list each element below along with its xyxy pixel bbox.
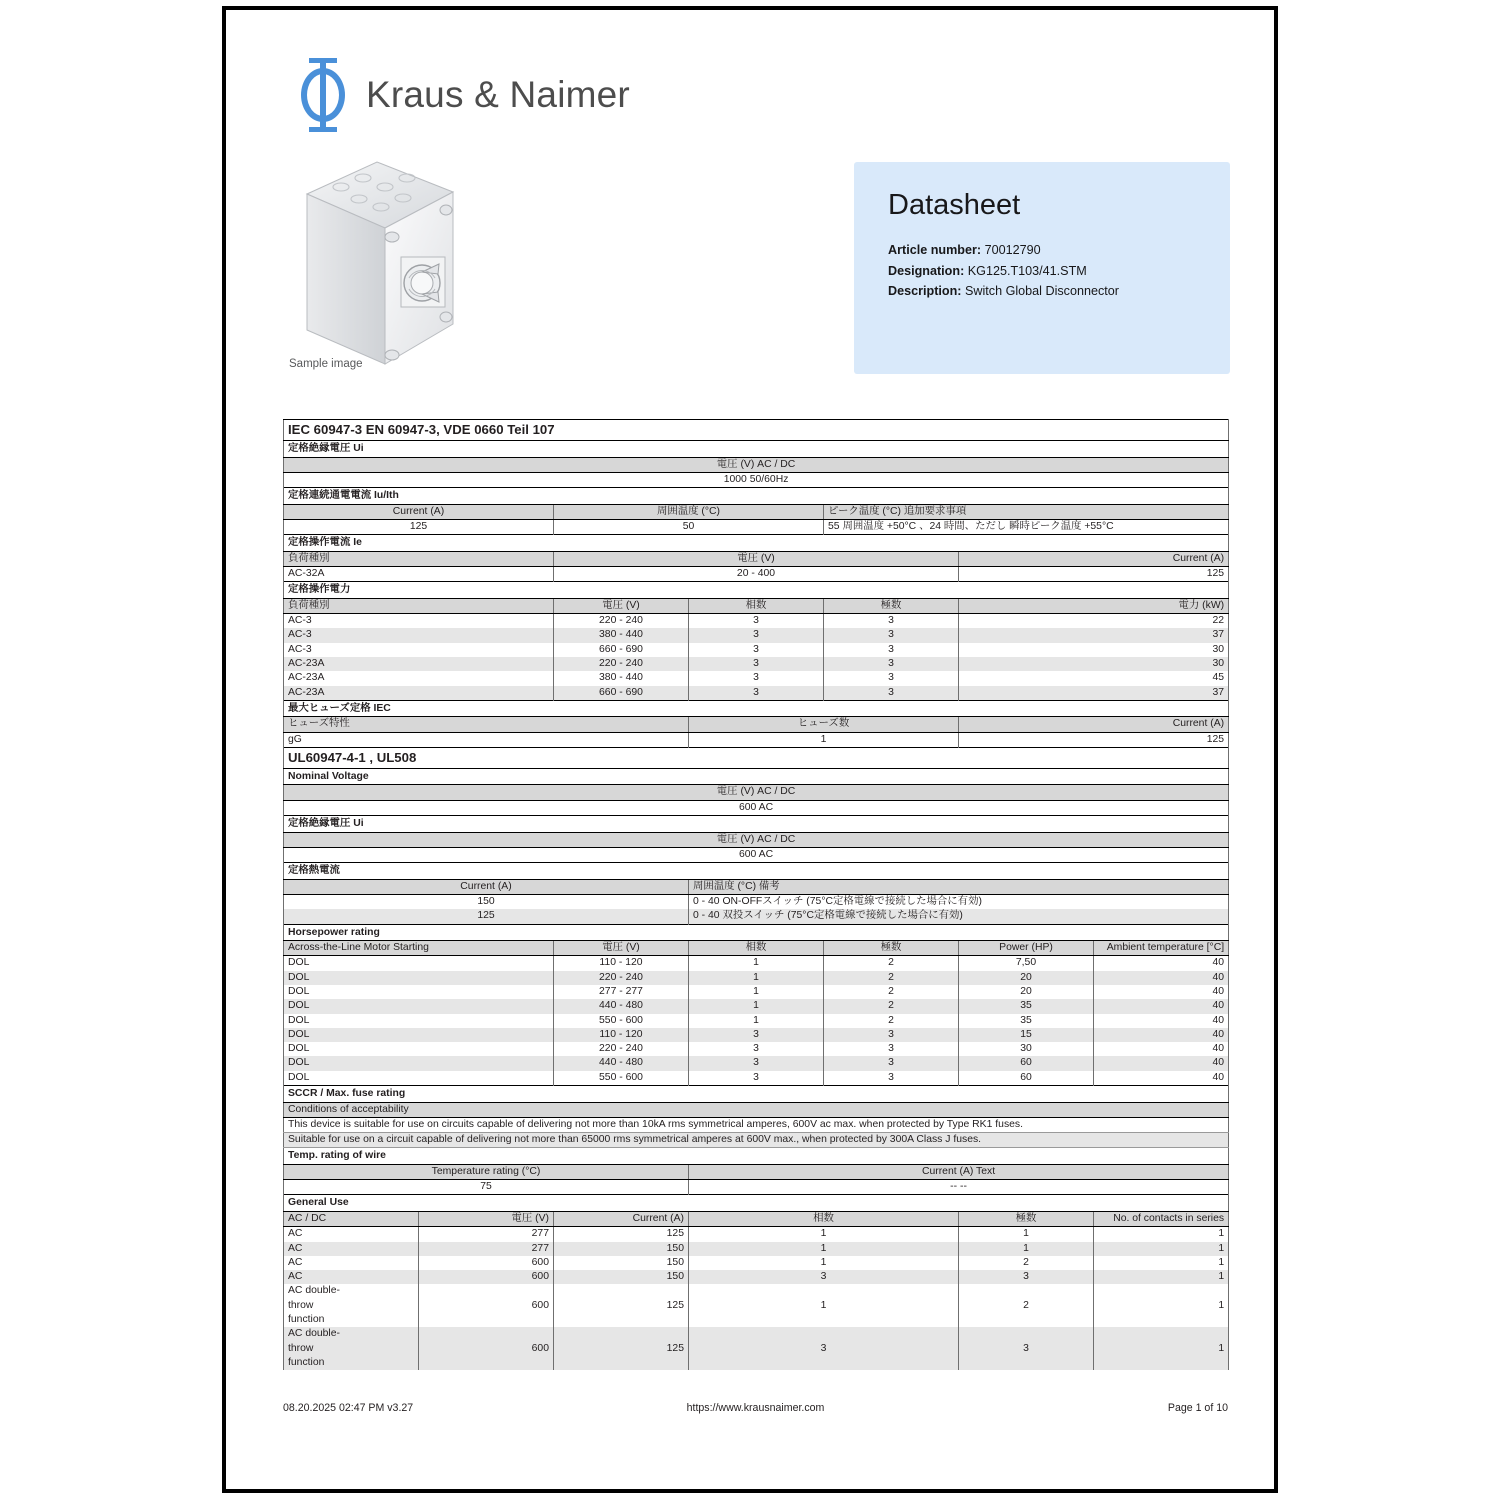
table-cell: 125 [284, 519, 554, 534]
table-cell: 600 AC [284, 800, 1229, 815]
table-cell: 125 [959, 566, 1229, 581]
table-cell: Power (HP) [959, 941, 1094, 956]
table-cell: 3 [824, 643, 959, 657]
table-cell: 125 [959, 732, 1229, 747]
table-header-row [284, 785, 1229, 800]
table-cell: 3 [824, 614, 959, 629]
section-title-thermal [284, 863, 1229, 880]
table-row [284, 519, 1229, 534]
table-cell: 0 - 40 双投スイッチ (75°C定格電線で接続した場合に有効) [689, 909, 1229, 924]
table-cell: 相数 [689, 598, 824, 613]
table-cell: 3 [689, 1071, 824, 1086]
table-cell: 極数 [824, 598, 959, 613]
section-title-power [284, 582, 1229, 599]
table-cell: 電圧 (V) AC / DC [284, 457, 1229, 472]
table-cell: 周囲温度 (°C) [554, 504, 824, 519]
table-row [284, 909, 1229, 924]
article-number-value: 70012790 [984, 243, 1041, 257]
brand-name: Kraus & Naimer [366, 74, 630, 115]
table-row [284, 1014, 1229, 1028]
footer-url[interactable]: https://www.krausnaimer.com [686, 1402, 825, 1414]
table-cell: 150 [284, 894, 689, 909]
table-row [284, 971, 1229, 985]
table-cell: 1 [1094, 1327, 1229, 1370]
table-cell: 277 [419, 1242, 554, 1256]
table-cell: DOL [284, 999, 554, 1013]
table-header-row [284, 879, 1229, 894]
table-cell: 110 - 120 [554, 1028, 689, 1042]
table-cell: 40 [1094, 1042, 1229, 1056]
table-cell: 2 [824, 1014, 959, 1028]
sccr-note-row [284, 1133, 1229, 1148]
table-cell: 600 [419, 1256, 554, 1270]
table-cell: Horsepower rating [284, 924, 1229, 941]
table-cell: 600 [419, 1327, 554, 1370]
table-cell: 125 [554, 1327, 689, 1370]
table-header-row [284, 1211, 1229, 1226]
table-cell: 550 - 600 [554, 1071, 689, 1086]
table-cell: General Use [284, 1195, 1229, 1212]
table-cell: 定格操作電流 Ie [284, 535, 1229, 552]
table-cell: 負荷種別 [284, 551, 554, 566]
table-cell: AC [284, 1242, 419, 1256]
table-cell: 20 - 400 [554, 566, 959, 581]
table-cell: 3 [689, 628, 824, 642]
table-cell: 125 [554, 1284, 689, 1327]
description-label: Description: [888, 284, 962, 298]
table-row [284, 800, 1229, 815]
table-row [284, 657, 1229, 671]
table-cell: AC double- throw function [284, 1327, 419, 1370]
table-cell: 定格操作電力 [284, 582, 1229, 599]
table-cell: Current (A) [284, 879, 689, 894]
table-cell: 3 [959, 1270, 1094, 1284]
table-cell: 1 [689, 985, 824, 999]
table-cell: Current (A) [959, 717, 1229, 732]
table-cell: 35 [959, 999, 1094, 1013]
table-cell: 37 [959, 628, 1229, 642]
table-cell: AC-23A [284, 657, 554, 671]
table-row [284, 732, 1229, 747]
table-cell: 3 [824, 671, 959, 685]
table-cell: AC-23A [284, 686, 554, 701]
table-cell: 600 AC [284, 847, 1229, 862]
table-cell: Suitable for use on a circuit capable of delivering not more than 65000 rms symmetrical amperes at 600V max., when protected by 300A Class J fuses. [284, 1133, 1229, 1148]
table-cell: 22 [959, 614, 1229, 629]
table-cell: gG [284, 732, 689, 747]
table-row [284, 686, 1229, 701]
table-cell: 150 [554, 1256, 689, 1270]
table-cell: 定格絶縁電圧 Ui [284, 441, 1229, 458]
table-cell: 3 [959, 1327, 1094, 1370]
table-cell: 3 [824, 1056, 959, 1070]
sample-image-caption: Sample image [289, 358, 363, 370]
table-row [284, 1028, 1229, 1042]
table-cell: 3 [689, 614, 824, 629]
table-header-row [284, 551, 1229, 566]
table-cell: AC-23A [284, 671, 554, 685]
footer-page-number: Page 1 of 10 [1167, 1402, 1228, 1414]
table-cell: Across-the-Line Motor Starting [284, 941, 554, 956]
table-cell: 定格熱電流 [284, 863, 1229, 880]
table-cell: 相数 [689, 1211, 959, 1226]
table-row [284, 985, 1229, 999]
table-cell: AC [284, 1270, 419, 1284]
phi-logo-icon [296, 58, 350, 132]
table-cell: AC-3 [284, 628, 554, 642]
table-cell: 440 - 480 [554, 1056, 689, 1070]
specifications-tables [283, 419, 1228, 1370]
description-value: Switch Global Disconnector [964, 284, 1119, 298]
table-cell: 1 [689, 1256, 959, 1270]
table-cell: DOL [284, 1056, 554, 1070]
table-cell: 3 [824, 686, 959, 701]
table-row [284, 1227, 1229, 1242]
table-cell: AC [284, 1256, 419, 1270]
table-cell: AC [284, 1227, 419, 1242]
footer-timestamp: 08.20.2025 02:47 PM v3.27 [283, 1402, 414, 1414]
table-cell: Conditions of acceptability [284, 1102, 1229, 1117]
table-cell: 2 [824, 985, 959, 999]
table-cell: 相数 [689, 941, 824, 956]
table-cell: 600 [419, 1284, 554, 1327]
table-cell: 2 [959, 1284, 1094, 1327]
section-title-horsepower [284, 924, 1229, 941]
table-cell: 1 [689, 971, 824, 985]
standard-title-iec [284, 420, 1229, 441]
table-cell: 380 - 440 [554, 628, 689, 642]
table-cell: 660 - 690 [554, 643, 689, 657]
table-row [284, 1256, 1229, 1270]
section-title-ui-ul [284, 816, 1229, 833]
table-header-row [284, 1164, 1229, 1179]
table-cell: 2 [824, 971, 959, 985]
standard-title-ul [284, 747, 1229, 768]
table-cell: 1 [959, 1242, 1094, 1256]
table-cell: 550 - 600 [554, 1014, 689, 1028]
table-row [284, 999, 1229, 1013]
table-cell: 1 [1094, 1227, 1229, 1242]
table-cell: 40 [1094, 1071, 1229, 1086]
section-title-nominal-voltage [284, 768, 1229, 785]
table-header-row [284, 457, 1229, 472]
table-cell: 37 [959, 686, 1229, 701]
datasheet-meta [888, 240, 1119, 302]
section-title-fuse [284, 700, 1229, 717]
table-cell: 1 [689, 999, 824, 1013]
table-cell: -- -- [689, 1180, 1229, 1195]
table-cell: 150 [554, 1242, 689, 1256]
designation-line [888, 261, 1119, 282]
table-row [284, 956, 1229, 971]
table-cell: DOL [284, 985, 554, 999]
table-cell: SCCR / Max. fuse rating [284, 1086, 1229, 1103]
section-title-temp-wire [284, 1148, 1229, 1165]
table-cell: 2 [824, 999, 959, 1013]
datasheet-info-card [854, 162, 1230, 374]
table-cell: 660 - 690 [554, 686, 689, 701]
table-cell: 電圧 (V) AC / DC [284, 785, 1229, 800]
table-cell: ピーク温度 (°C) 追加要求事項 [824, 504, 1229, 519]
table-cell: Nominal Voltage [284, 768, 1229, 785]
table-cell: 15 [959, 1028, 1094, 1042]
table-cell: 1 [1094, 1270, 1229, 1284]
table-cell: 最大ヒューズ定格 IEC [284, 700, 1229, 717]
table-row [284, 1180, 1229, 1195]
table-cell: AC-3 [284, 614, 554, 629]
table-cell: 220 - 240 [554, 971, 689, 985]
table-cell: AC-32A [284, 566, 554, 581]
table-cell: 150 [554, 1270, 689, 1284]
table-cell: 3 [689, 1056, 824, 1070]
table-cell: 50 [554, 519, 824, 534]
table-cell: 35 [959, 1014, 1094, 1028]
table-cell: 220 - 240 [554, 614, 689, 629]
designation-value: KG125.T103/41.STM [967, 263, 1087, 278]
page-footer [283, 1402, 1228, 1414]
datasheet-page [222, 6, 1278, 1493]
table-cell: DOL [284, 1028, 554, 1042]
table-cell: ヒューズ数 [689, 717, 959, 732]
table-cell: 極数 [824, 941, 959, 956]
table-cell: 3 [689, 1270, 959, 1284]
table-cell: 125 [554, 1227, 689, 1242]
table-cell: 40 [1094, 1014, 1229, 1028]
table-cell: Temperature rating (°C) [284, 1164, 689, 1179]
article-number-label: Article number: [888, 243, 982, 257]
table-cell: 30 [959, 643, 1229, 657]
table-header-row [284, 832, 1229, 847]
table-row [284, 1056, 1229, 1070]
table-cell: No. of contacts in series [1094, 1211, 1229, 1226]
table-cell: 1 [689, 1284, 959, 1327]
table-cell: 1 [689, 1014, 824, 1028]
table-row [284, 1042, 1229, 1056]
table-cell: 30 [959, 1042, 1094, 1056]
table-header-row [284, 941, 1229, 956]
description-line [888, 281, 1119, 302]
table-cell: 電圧 (V) [554, 598, 689, 613]
table-cell: 380 - 440 [554, 671, 689, 685]
table-cell: 3 [689, 686, 824, 701]
enclosure-switch-illustration [289, 152, 469, 382]
table-row [284, 1284, 1229, 1327]
table-cell: 60 [959, 1056, 1094, 1070]
section-title-sccr [284, 1086, 1229, 1103]
table-cell: 周囲温度 (°C) 備考 [689, 879, 1229, 894]
conditions-header-row [284, 1102, 1229, 1117]
table-cell: 1 [959, 1227, 1094, 1242]
table-row [284, 671, 1229, 685]
table-cell: 277 - 277 [554, 985, 689, 999]
table-header-row [284, 598, 1229, 613]
table-cell: 1 [689, 1227, 959, 1242]
table-cell: 40 [1094, 956, 1229, 971]
table-cell: DOL [284, 1014, 554, 1028]
table-cell: 60 [959, 1071, 1094, 1086]
table-cell: DOL [284, 1071, 554, 1086]
table-cell: 1000 50/60Hz [284, 472, 1229, 487]
table-cell: 220 - 240 [554, 657, 689, 671]
section-title-iu-ith [284, 488, 1229, 505]
table-cell: 20 [959, 985, 1094, 999]
table-cell: Temp. rating of wire [284, 1148, 1229, 1165]
spec-table-body [284, 420, 1229, 1371]
table-cell: AC-3 [284, 643, 554, 657]
table-cell: 電圧 (V) [419, 1211, 554, 1226]
table-row [284, 643, 1229, 657]
table-cell: 40 [1094, 971, 1229, 985]
table-header-row [284, 717, 1229, 732]
table-cell: 40 [1094, 985, 1229, 999]
table-cell: 40 [1094, 1028, 1229, 1042]
table-cell: 40 [1094, 1056, 1229, 1070]
table-cell: Current (A) [284, 504, 554, 519]
table-cell: 3 [824, 657, 959, 671]
table-cell: 125 [284, 909, 689, 924]
table-row [284, 614, 1229, 629]
table-row [284, 1071, 1229, 1086]
table-cell: Current (A) [554, 1211, 689, 1226]
table-cell: 負荷種別 [284, 598, 554, 613]
table-cell: 45 [959, 671, 1229, 685]
sccr-note-row [284, 1117, 1229, 1132]
table-row [284, 1327, 1229, 1370]
section-title-ie [284, 535, 1229, 552]
section-title-ui-iec [284, 441, 1229, 458]
table-cell: 1 [1094, 1256, 1229, 1270]
article-number-line [888, 240, 1119, 261]
table-cell: IEC 60947-3 EN 60947-3, VDE 0660 Teil 107 [284, 420, 1229, 441]
table-cell: 電力 (kW) [959, 598, 1229, 613]
table-cell: AC / DC [284, 1211, 419, 1226]
table-cell: 3 [689, 643, 824, 657]
table-cell: This device is suitable for use on circuits capable of delivering not more than 10kA rms symmetrical amperes, 600V ac max. when protected by Type RK1 fuses. [284, 1117, 1229, 1132]
table-cell: Ambient temperature [°C] [1094, 941, 1229, 956]
table-cell: 277 [419, 1227, 554, 1242]
table-cell: 0 - 40 ON-OFFスイッチ (75°C定格電線で接続した場合に有効) [689, 894, 1229, 909]
table-cell: 定格連続通電電流 Iu/Ith [284, 488, 1229, 505]
table-cell: 30 [959, 657, 1229, 671]
table-cell: 40 [1094, 999, 1229, 1013]
table-row [284, 566, 1229, 581]
designation-label: Designation: [888, 263, 965, 278]
table-cell: 電圧 (V) AC / DC [284, 832, 1229, 847]
table-cell: 3 [689, 1327, 959, 1370]
table-cell: 極数 [959, 1211, 1094, 1226]
table-cell: 3 [689, 657, 824, 671]
table-cell: 3 [689, 1042, 824, 1056]
table-cell: 2 [824, 956, 959, 971]
table-cell: 1 [689, 1242, 959, 1256]
table-cell: 20 [959, 971, 1094, 985]
table-row [284, 1270, 1229, 1284]
table-cell: 110 - 120 [554, 956, 689, 971]
table-cell: Current (A) [959, 551, 1229, 566]
spec-table [283, 419, 1229, 1370]
table-cell: 440 - 480 [554, 999, 689, 1013]
table-cell: DOL [284, 1042, 554, 1056]
table-cell: UL60947-4-1 , UL508 [284, 747, 1229, 768]
table-row [284, 472, 1229, 487]
table-row [284, 628, 1229, 642]
table-row [284, 1242, 1229, 1256]
table-cell: DOL [284, 971, 554, 985]
table-header-row [284, 504, 1229, 519]
table-cell: Current (A) Text [689, 1164, 1229, 1179]
table-cell: 2 [959, 1256, 1094, 1270]
table-cell: 600 [419, 1270, 554, 1284]
table-cell: 3 [824, 628, 959, 642]
table-cell: 1 [1094, 1284, 1229, 1327]
table-cell: 1 [1094, 1242, 1229, 1256]
table-cell: 3 [824, 1042, 959, 1056]
table-cell: 220 - 240 [554, 1042, 689, 1056]
table-row [284, 847, 1229, 862]
table-cell: 1 [689, 956, 824, 971]
table-cell: 3 [689, 1028, 824, 1042]
table-cell: 3 [689, 671, 824, 685]
table-cell: 電圧 (V) [554, 551, 959, 566]
section-title-general-use [284, 1195, 1229, 1212]
table-cell: 定格絶縁電圧 Ui [284, 816, 1229, 833]
table-cell: 3 [824, 1028, 959, 1042]
table-cell: 7,50 [959, 956, 1094, 971]
table-cell: ヒューズ特性 [284, 717, 689, 732]
brand-header [296, 58, 630, 132]
table-cell: 1 [689, 732, 959, 747]
table-cell: DOL [284, 956, 554, 971]
table-row [284, 894, 1229, 909]
table-cell: AC double- throw function [284, 1284, 419, 1327]
product-sample-image [289, 152, 469, 382]
table-cell: 3 [824, 1071, 959, 1086]
table-cell: 75 [284, 1180, 689, 1195]
table-cell: 電圧 (V) [554, 941, 689, 956]
table-cell: 55 周囲温度 +50°C 、24 時間、ただし 瞬時ピーク温度 +55°C [824, 519, 1229, 534]
datasheet-title: Datasheet [888, 189, 1021, 221]
